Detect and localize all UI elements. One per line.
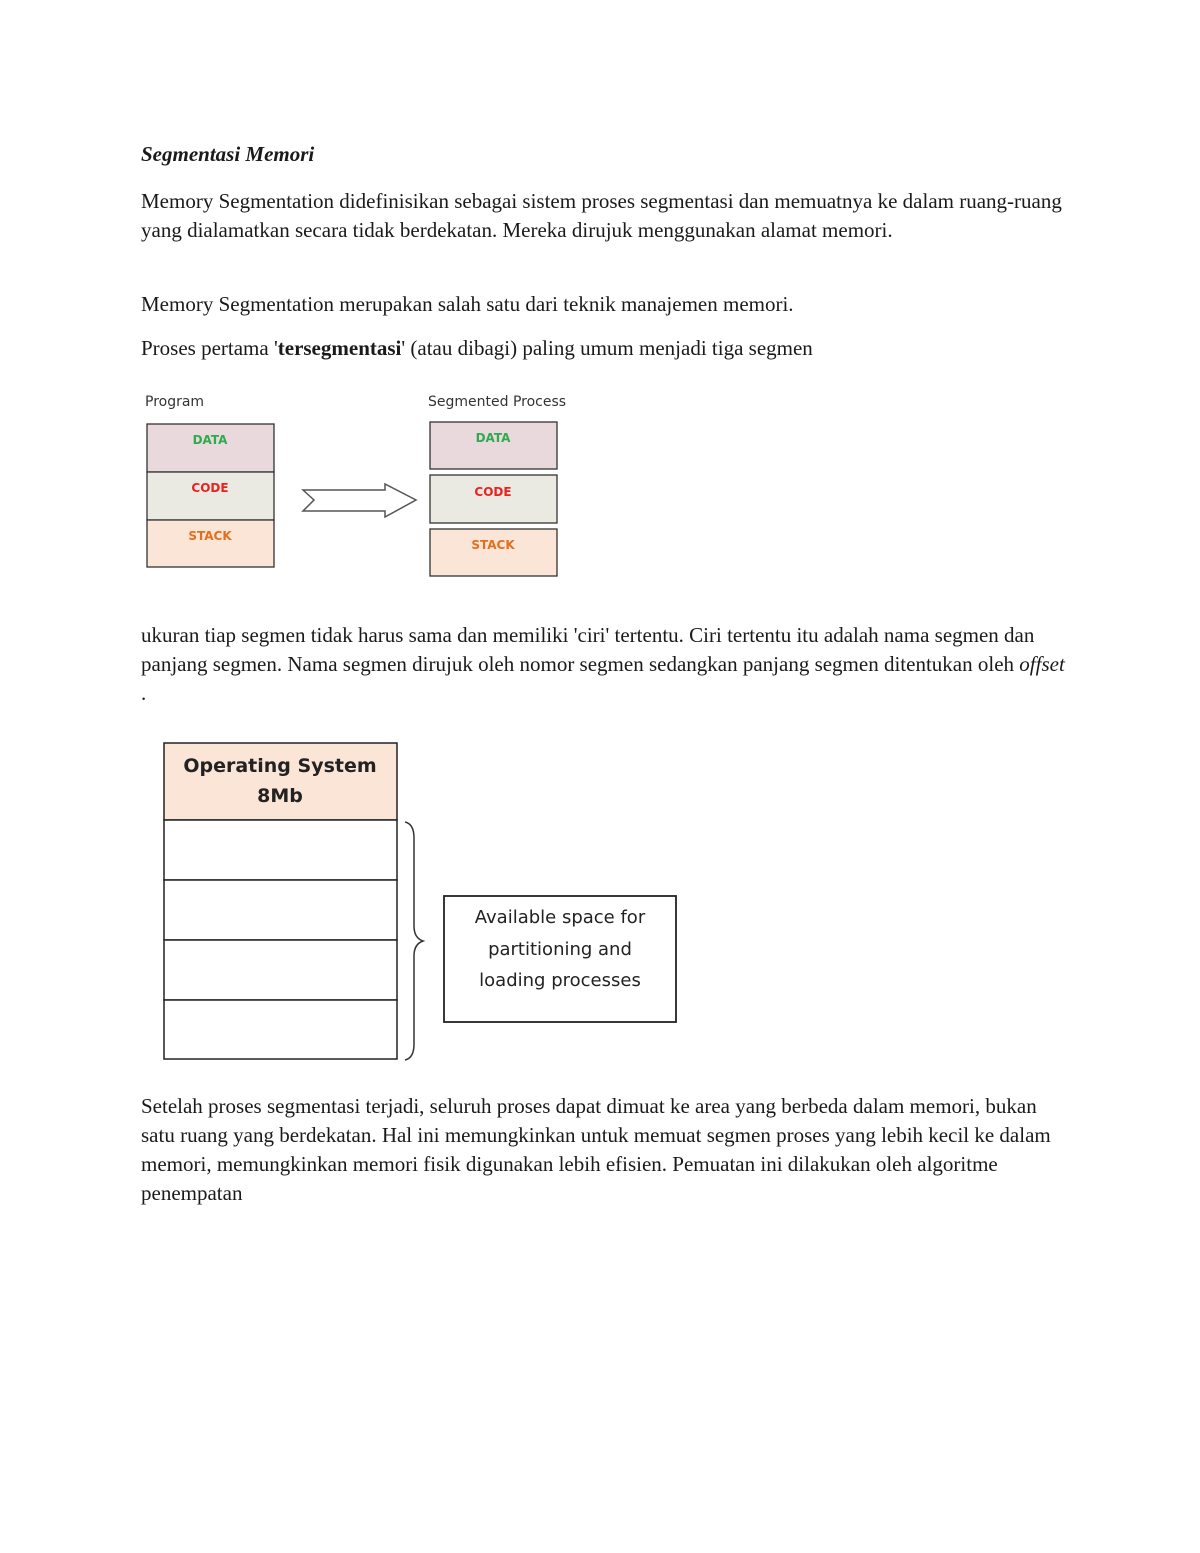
italic-term: offset [1019,652,1065,676]
os-title-label: Operating System [183,755,377,777]
memory-partition [164,880,397,940]
memory-partition [164,1000,397,1059]
segmented-process-label: Segmented Process [428,394,567,410]
text-run: ' (atau dibagi) paling umum menjadi tiga segmen [401,336,813,360]
paragraph-conclusion: Setelah proses segmentasi terjadi, seluruh proses dapat dimuat ke area yang berbeda dalam memori, bukan satu ruang yang berdekatan. Hal ini memungkinkan untuk memuat segmen proses yang lebih kecil ke dalam memori, memungkinkan memori fisik digunakan lebih efisien. Pemuatan ini dilakukan oleh algoritme penempatan [141,1094,1051,1205]
program-stack-label: STACK [188,529,232,543]
program-code-label: CODE [191,481,229,495]
paragraph-technique: Memory Segmentation merupakan salah satu dari teknik manajemen memori. [141,292,794,316]
os-size-label: 8Mb [257,785,303,807]
text-run: . [141,681,147,705]
segmented-code-label: CODE [474,485,512,499]
paragraph-definition: Memory Segmentation didefinisikan sebagai sistem proses segmentasi dan memuatnya ke dalam ruang-ruang yang dialamatkan secara tidak berdekatan. Mereka dirujuk menggunakan alamat memori. [141,189,1062,242]
curly-brace-icon [405,822,423,1060]
available-space-line-2: partitioning and [488,939,632,960]
memory-partition [164,940,397,1000]
available-space-line-3: loading processes [479,970,641,991]
program-label: Program [145,394,205,410]
program-data-label: DATA [192,433,228,447]
memory-partition [164,820,397,880]
segmented-data-label: DATA [475,431,511,445]
available-space-line-1: Available space for [474,907,646,928]
page-title: Segmentasi Memori [141,142,315,166]
bold-term: tersegmentasi [277,336,402,360]
segmented-stack-label: STACK [471,538,515,552]
text-run: Proses pertama ' [141,336,278,360]
text-run: ukuran tiap segmen tidak harus sama dan memiliki 'ciri' tertentu. Ciri tertentu itu adalah nama segmen dan panjang segmen. Nama segmen dirujuk oleh nomor segmen sedangkan panjang segmen ditentukan oleh [141,623,1035,676]
